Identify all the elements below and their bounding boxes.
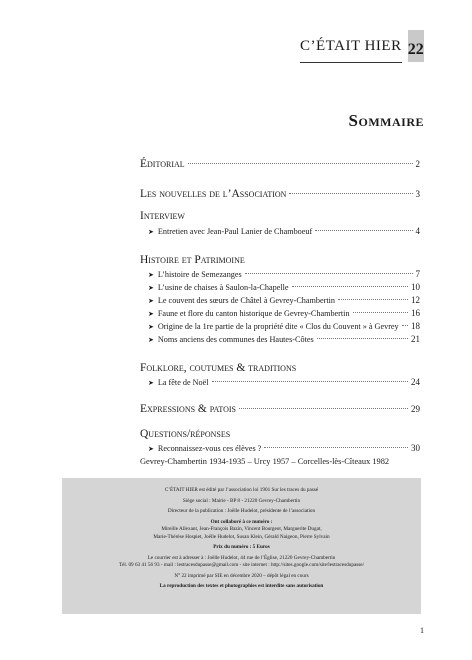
toc-item[interactable]: ➤ L’usine de chaises à Saulon-la-Chapelle 10 [148, 282, 420, 292]
page-ref: 3 [415, 189, 420, 199]
arrow-right-icon: ➤ [148, 379, 154, 387]
page-number: 1 [420, 626, 424, 635]
section-title: Folklore, coutumes & traditions [140, 362, 297, 374]
colophon-line: Ont collaboré à ce numéro : [210, 518, 273, 525]
colophon-line: N° 22 imprimé par SIE en décembre 2020 – dépôt légal en cours [174, 572, 309, 579]
page-ref: 2 [415, 159, 420, 169]
toc-editorial[interactable] [140, 158, 420, 170]
arrow-right-icon: ➤ [148, 284, 154, 292]
arrow-right-icon: ➤ [148, 310, 154, 318]
colophon-line: La reproduction des textes et photographies est interdite sans autorisation [159, 583, 324, 590]
toc-item[interactable]: ➤ L’histoire de Semezanges 7 [148, 269, 420, 279]
arrow-right-icon: ➤ [148, 297, 154, 305]
toc-interview [140, 210, 420, 239]
toc-histoire [140, 254, 420, 347]
section-title: Histoire et Patrimoine [140, 254, 245, 266]
colophon-line: Le courrier est à adresser à : Joëlle Hudelot, 44 rue de l’Église, 21220 Gevrey-Chambertin [147, 554, 336, 561]
toc-questions [140, 428, 420, 466]
section-title: Éditorial [140, 158, 185, 170]
arrow-right-icon: ➤ [148, 445, 154, 453]
toc-item[interactable]: ➤ Noms anciens des communes des Hautes-Côtes 21 [148, 334, 420, 344]
toc-item[interactable]: ➤ Le couvent des sœurs de Châtel à Gevrey-Chambertin 12 [148, 295, 420, 305]
page-ref: 29 [411, 404, 420, 414]
toc-item[interactable]: ➤ La fête de Noël 24 [148, 377, 420, 387]
arrow-right-icon: ➤ [148, 336, 154, 344]
colophon-line: Prix du numéro : 5 Euros [213, 544, 270, 551]
toc-item[interactable]: ➤ Origine de la 1re partie de la propriété dite « Clos du Couvent » à Gevrey 18 [148, 321, 420, 331]
leader-dots [239, 408, 408, 409]
toc-item[interactable]: ➤ Faune et flore du canton historique de Gevrey-Chambertin 16 [148, 308, 420, 318]
photo-caption: Gevrey-Chambertin 1934-1935 – Urcy 1957 – Corcelles-lès-Cîteaux 1982 [140, 457, 390, 466]
running-header [300, 30, 424, 62]
page-title: Sommaire [348, 111, 424, 130]
colophon-line: Directeur de la publication : Joëlle Hudelot, présidente de l’association [167, 508, 316, 515]
issue-number-badge: 22 [408, 30, 424, 62]
section-title: Questions/réponses [140, 428, 231, 440]
colophon-line: Marie-Thérèse Hospiet, Joëlle Hudelot, Susan Klein, Gérald Naigeon, Pierre Sylvain [153, 533, 330, 540]
leader-dots [188, 163, 413, 164]
colophon-line: Siège social : Mairie - BP 8 - 21220 Gevrey-Chambertin [182, 497, 301, 504]
arrow-right-icon: ➤ [148, 323, 154, 331]
toc-nouvelles[interactable] [140, 188, 420, 200]
colophon-line: Mireille Allexant, Jean-François Bazin, Vincent Bourgeot, Marguerite Dugat, [161, 526, 322, 533]
colophon-line: Tél. 09 63 41 56 93 - mail : lestracesdupasse@gmail.com - site internet : http://sites.google.com/site/lestracesdupasse/ [118, 562, 365, 569]
magazine-title: C’ÉTAIT HIER [300, 37, 402, 54]
leader-dots [289, 193, 412, 194]
header-rule [300, 62, 402, 63]
colophon-line: C’ÉTAIT HIER est édité par l’association loi 1901 Sur les traces du passé [164, 487, 319, 493]
toc-expressions[interactable] [140, 403, 420, 415]
colophon-box [62, 478, 421, 614]
toc-item[interactable]: ➤ Reconnaissez-vous ces élèves ? 30 [148, 443, 420, 453]
toc-folklore [140, 362, 420, 390]
section-title: Les nouvelles de l’Association [140, 188, 287, 200]
toc-item[interactable]: ➤ Entretien avec Jean-Paul Lanier de Chamboeuf 4 [148, 226, 420, 236]
section-title: Expressions & patois [140, 403, 236, 415]
arrow-right-icon: ➤ [148, 271, 154, 279]
arrow-right-icon: ➤ [148, 228, 154, 236]
section-title: Interview [140, 210, 185, 222]
